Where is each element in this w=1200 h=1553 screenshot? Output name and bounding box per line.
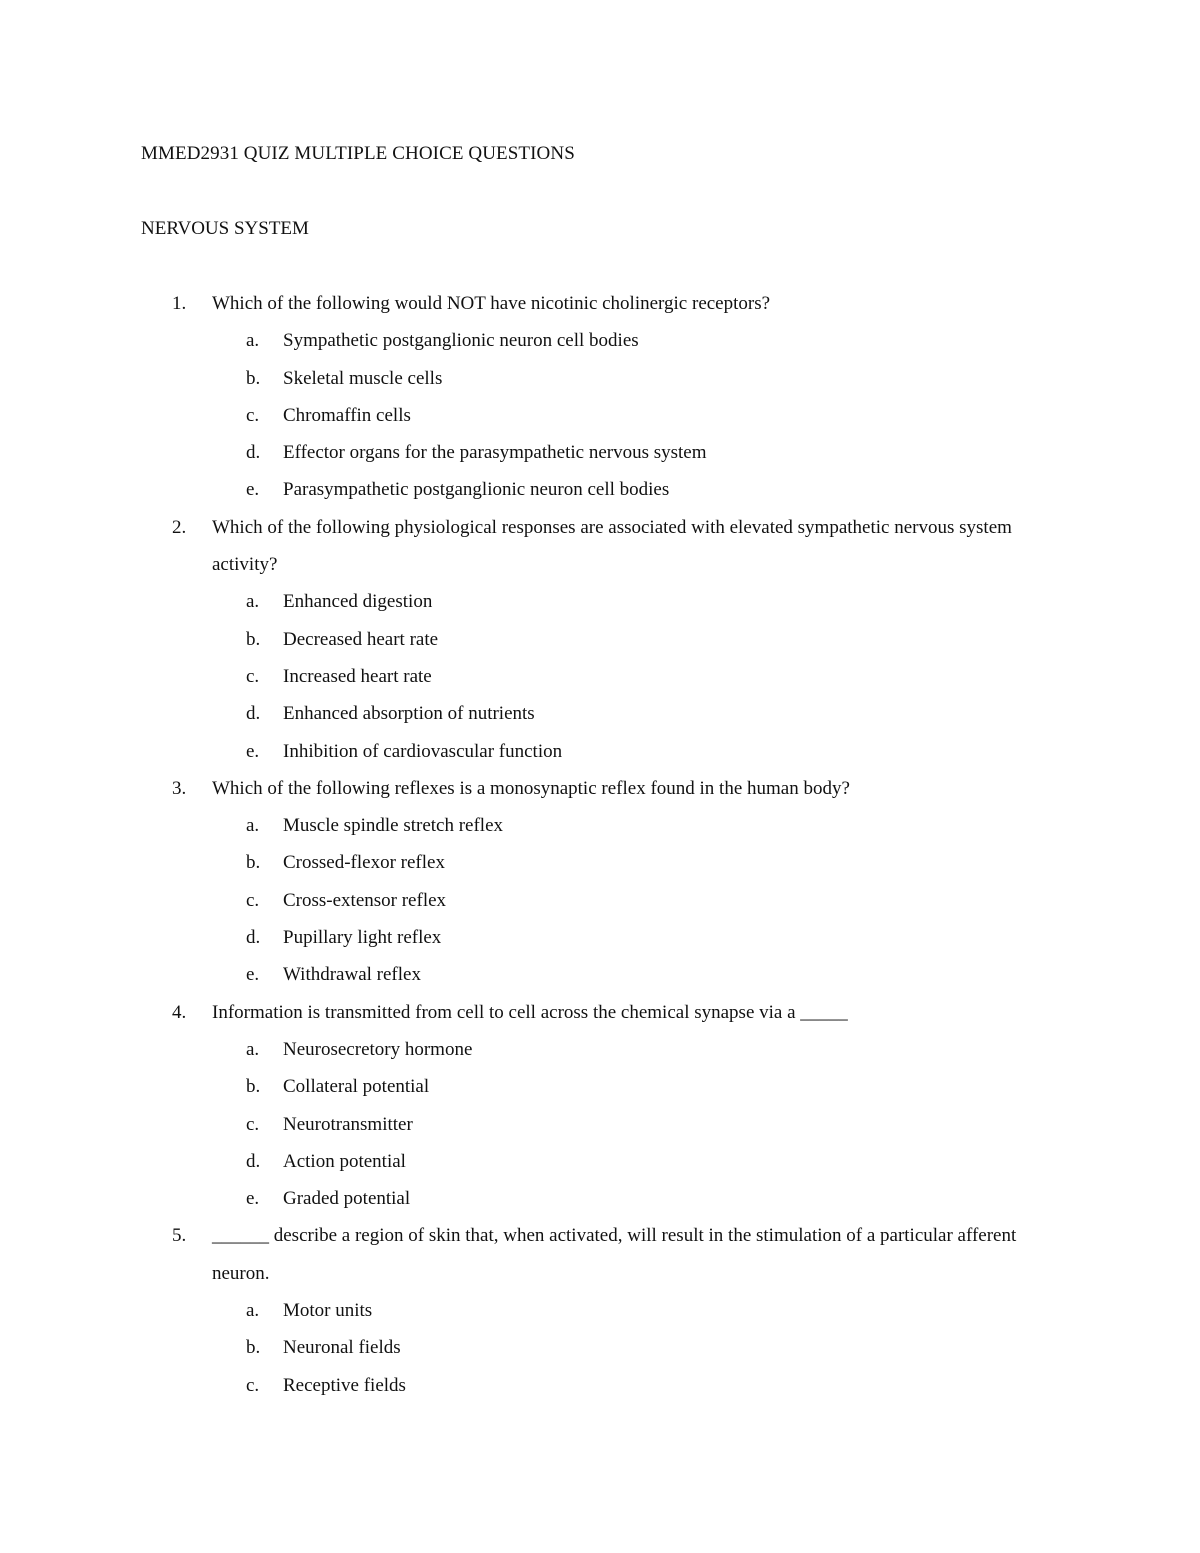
option-list [0, 807, 1200, 993]
option-list [0, 1031, 1200, 1217]
document-title: MMED2931 QUIZ MULTIPLE CHOICE QUESTIONS [141, 143, 575, 164]
option-item [0, 1180, 1200, 1217]
option-text: Action potential [283, 1150, 406, 1172]
option-item [0, 956, 1200, 993]
option-item [0, 919, 1200, 956]
question-text: Which of the following physiological responses are associated with elevated sympathetic nervous system activity? [212, 516, 1012, 576]
option-letter: d. [246, 1150, 261, 1172]
question-text: ______ describe a region of skin that, when activated, will result in the stimulation of a particular afferent neuron. [212, 1225, 1017, 1284]
question-text: Information is transmitted from cell to cell across the chemical synapse via a _____ [212, 1001, 848, 1023]
option-list [0, 1292, 1200, 1404]
option-letter: a. [246, 1300, 260, 1322]
option-letter: a. [246, 815, 260, 837]
question-text: Which of the following reflexes is a monosynaptic reflex found in the human body? [212, 777, 850, 799]
question-3 [0, 770, 1200, 994]
option-text: Inhibition of cardiovascular function [283, 740, 563, 762]
question-2 [0, 509, 1200, 770]
option-item [0, 583, 1200, 620]
option-letter: c. [246, 1113, 260, 1135]
option-letter: d. [246, 703, 261, 725]
option-item [0, 882, 1200, 919]
option-item [0, 658, 1200, 695]
option-letter: c. [246, 404, 260, 426]
option-item [0, 1031, 1200, 1068]
option-text: Neurosecretory hormone [283, 1038, 473, 1060]
option-text: Sympathetic postganglionic neuron cell bodies [283, 330, 639, 352]
option-text: Cross-extensor reflex [283, 889, 447, 911]
option-text: Crossed-flexor reflex [283, 852, 445, 874]
option-item [0, 695, 1200, 732]
option-letter: a. [246, 591, 260, 613]
option-letter: b. [246, 628, 261, 650]
option-letter: b. [246, 1076, 261, 1098]
option-text: Enhanced digestion [283, 591, 433, 613]
option-text: Enhanced absorption of nutrients [283, 703, 535, 725]
option-text: Chromaffin cells [283, 404, 411, 426]
option-item [0, 1329, 1200, 1366]
option-item [0, 434, 1200, 471]
option-item [0, 1068, 1200, 1105]
option-item [0, 471, 1200, 508]
question-number: 4. [172, 1001, 187, 1023]
question-number: 1. [172, 293, 187, 314]
option-letter: b. [246, 852, 261, 874]
option-text: Receptive fields [283, 1374, 406, 1396]
option-text: Motor units [283, 1300, 373, 1322]
option-item [0, 1367, 1200, 1404]
option-item [0, 807, 1200, 844]
option-letter: c. [246, 665, 260, 687]
option-item [0, 360, 1200, 397]
question-text: Which of the following would NOT have nicotinic cholinergic receptors? [212, 293, 771, 314]
question-number: 2. [172, 516, 187, 538]
option-text: Effector organs for the parasympathetic nervous system [283, 442, 707, 464]
option-letter: d. [246, 927, 261, 949]
question-number: 5. [172, 1225, 187, 1247]
question-5 [0, 1217, 1200, 1403]
option-letter: b. [246, 367, 261, 389]
option-letter: e. [246, 964, 260, 986]
option-letter: e. [246, 479, 260, 501]
option-letter: b. [246, 1337, 261, 1359]
option-letter: e. [246, 1188, 260, 1210]
option-item [0, 621, 1200, 658]
option-text: Graded potential [283, 1188, 411, 1210]
option-text: Neuronal fields [283, 1337, 401, 1359]
option-text: Decreased heart rate [283, 628, 439, 650]
option-text: Neurotransmitter [283, 1113, 413, 1135]
option-list [0, 322, 1200, 508]
question-1 [0, 285, 1200, 509]
option-text: Collateral potential [283, 1076, 430, 1098]
section-heading: NERVOUS SYSTEM [141, 218, 309, 239]
option-item [0, 322, 1200, 359]
option-item [0, 1143, 1200, 1180]
question-4 [0, 994, 1200, 1218]
option-item [0, 1292, 1200, 1329]
question-list [0, 285, 1200, 1404]
option-item [0, 844, 1200, 881]
option-text: Pupillary light reflex [283, 927, 442, 949]
option-text: Parasympathetic postganglionic neuron cell bodies [283, 479, 670, 501]
question-number: 3. [172, 777, 187, 799]
option-text: Muscle spindle stretch reflex [283, 815, 504, 837]
option-item [0, 1106, 1200, 1143]
option-list [0, 583, 1200, 769]
option-letter: d. [246, 442, 261, 464]
option-letter: a. [246, 330, 260, 352]
option-letter: c. [246, 1374, 260, 1396]
option-letter: a. [246, 1038, 260, 1060]
option-letter: e. [246, 740, 260, 762]
option-text: Skeletal muscle cells [283, 367, 443, 389]
option-text: Increased heart rate [283, 665, 432, 687]
option-item [0, 733, 1200, 770]
option-letter: c. [246, 889, 260, 911]
option-text: Withdrawal reflex [283, 964, 421, 986]
option-item [0, 397, 1200, 434]
